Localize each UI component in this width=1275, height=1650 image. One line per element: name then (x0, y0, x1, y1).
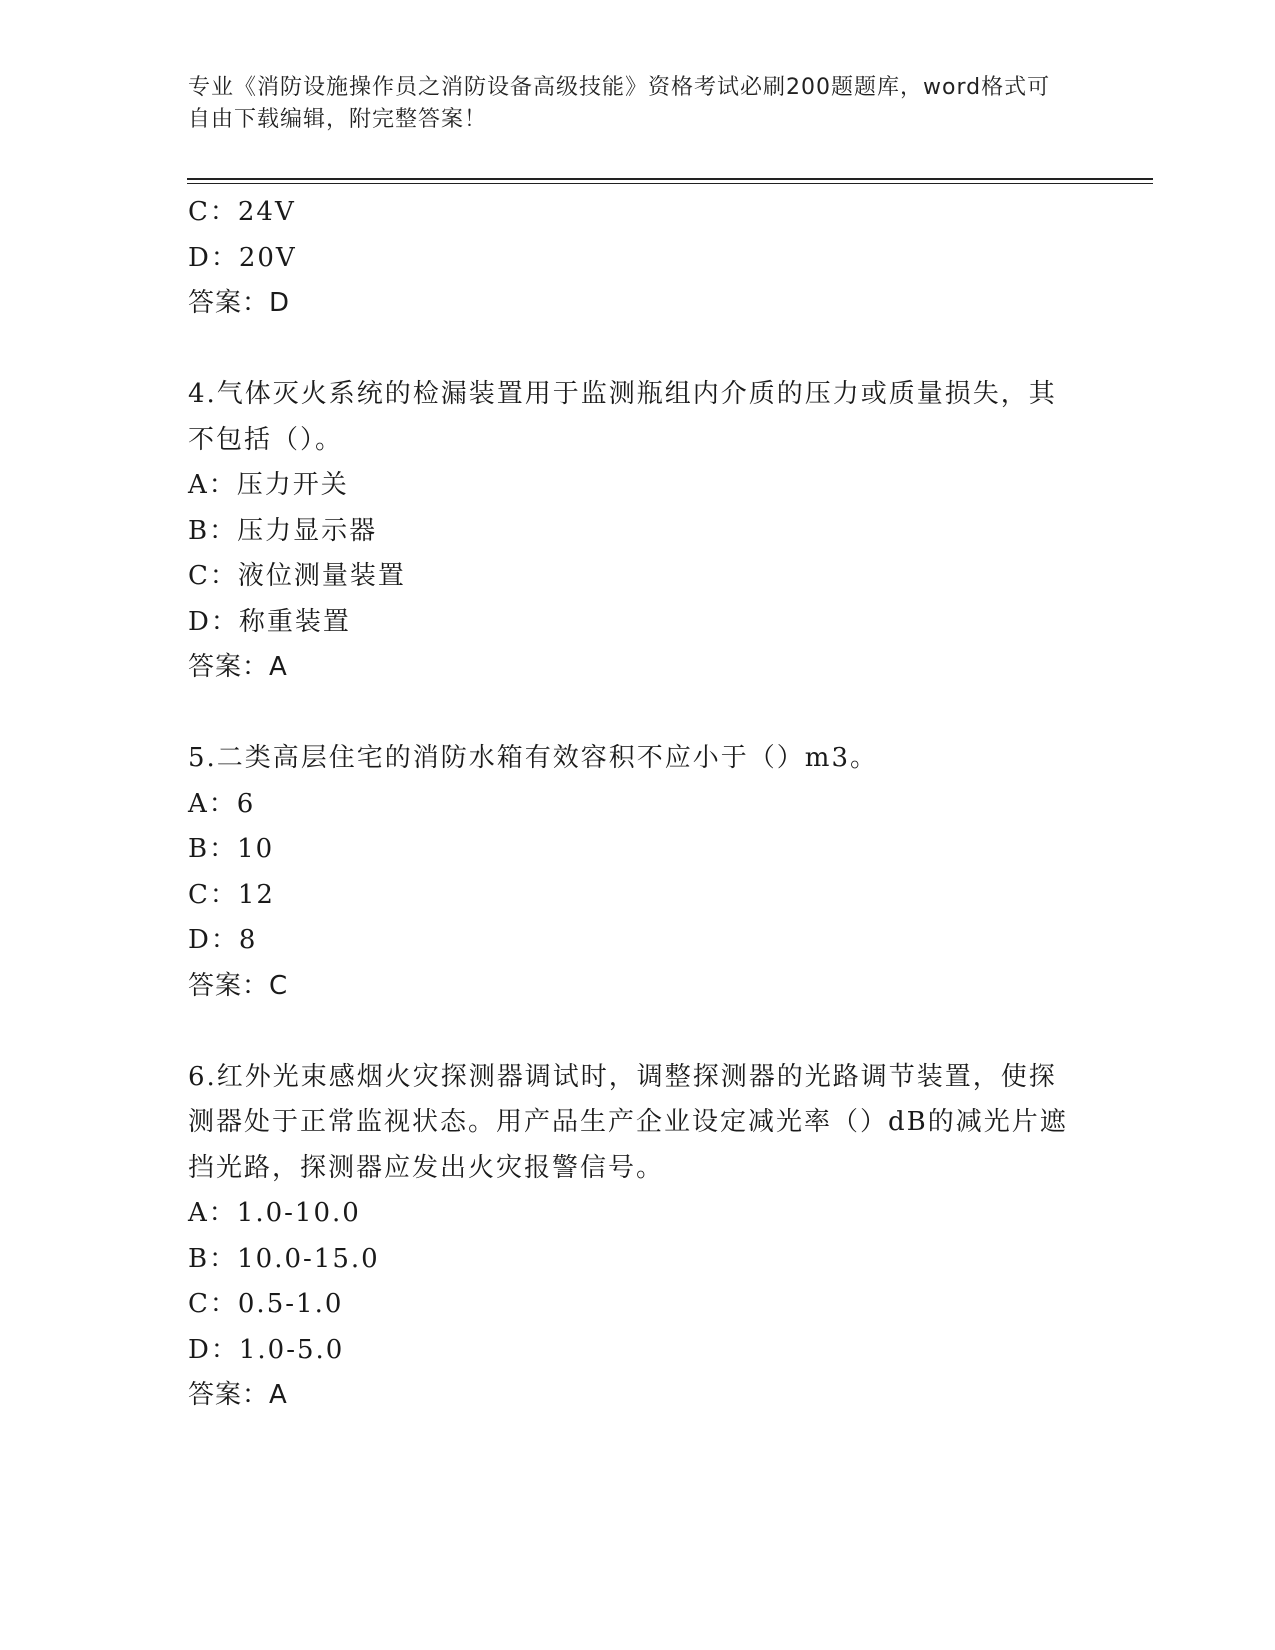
option-a: A：6 (188, 788, 256, 819)
question-text: 5.二类高层住宅的消防水箱有效容积不应小于（）m3。 (188, 743, 879, 773)
option-d: D：1.0-5.0 (188, 1334, 345, 1365)
option-d: D：20V (188, 242, 297, 273)
option-c: C：24V (188, 197, 296, 227)
option-b: B：压力显示器 (188, 515, 378, 546)
answer-line: 答案：A (188, 652, 288, 682)
spacer (188, 327, 1068, 373)
spacer (188, 1009, 1068, 1055)
option-c: C：液位测量装置 (188, 561, 406, 591)
document-body (188, 190, 1068, 1419)
question-block-6 (188, 1055, 1068, 1419)
option-c: C：12 (188, 879, 275, 910)
option-c: C：0.5-1.0 (188, 1289, 344, 1319)
option-b: B：10.0-15.0 (188, 1243, 380, 1274)
question-text: 6.红外光束感烟火灾探测器调试时，调整探测器的光路调节装置，使探测器处于正常监视状态。用产品生产企业设定减光率（）dB的减光片遮挡光路，探测器应发出火灾报警信号。 (188, 1061, 1068, 1183)
question-text: 4.气体灭火系统的检漏装置用于监测瓶组内介质的压力或质量损失，其不包括（）。 (188, 379, 1057, 455)
answer-line: 答案：D (188, 288, 291, 318)
option-a: A：压力开关 (188, 470, 349, 500)
answer-line: 答案：A (188, 1380, 288, 1410)
question-block-5 (188, 736, 1068, 1009)
header-rule-thick (187, 178, 1153, 180)
answer-line: 答案：C (188, 970, 289, 1001)
document-header: 专业《消防设施操作员之消防设备高级技能》资格考试必刷200题题库，word格式可自由下载编辑，附完整答案！ (188, 75, 1051, 132)
header-rule-thin (187, 183, 1153, 184)
option-d: D：称重装置 (188, 606, 351, 637)
partial-question-block (188, 190, 1068, 327)
option-b: B：10 (188, 834, 275, 864)
question-block-4 (188, 372, 1068, 691)
option-a: A：1.0-10.0 (188, 1198, 361, 1228)
option-d: D：8 (188, 925, 258, 955)
spacer (188, 691, 1068, 737)
